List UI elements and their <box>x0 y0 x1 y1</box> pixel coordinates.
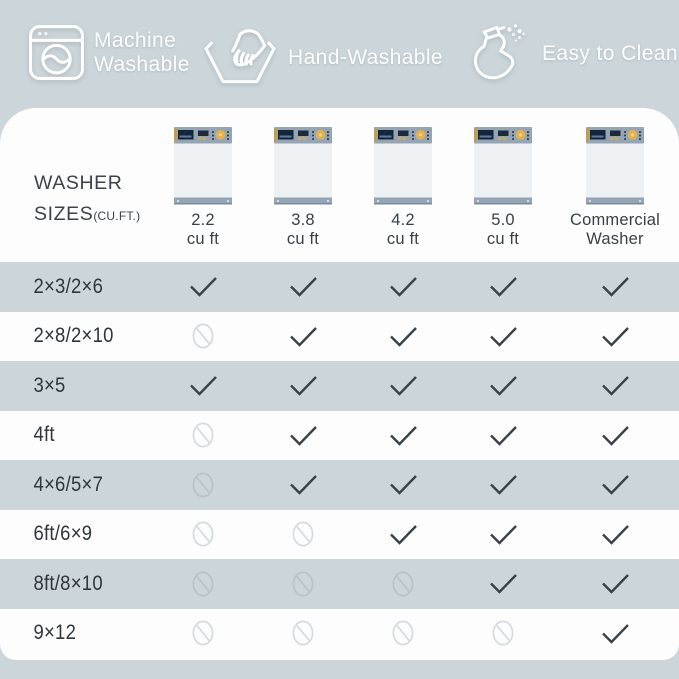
check-mark-icon <box>353 523 453 546</box>
table-row <box>0 559 679 609</box>
top-load-washer-illustration <box>172 126 234 206</box>
column-caption: 5.0 cu ft <box>486 211 520 248</box>
not-suitable-icon <box>153 620 253 646</box>
not-suitable-icon <box>253 521 353 547</box>
feature-easy-to-clean <box>472 22 678 86</box>
table-corner-label <box>34 168 140 230</box>
spray-bottle-icon <box>472 22 528 86</box>
rug-size-label: 4ft <box>33 423 55 447</box>
column-header-3.8-cu-ft <box>253 126 353 249</box>
rug-size-label: 9×12 <box>33 621 77 645</box>
check-mark-icon <box>453 424 553 447</box>
front-load-washer-illustration <box>584 126 646 206</box>
rug-size-label: 2×8/2×10 <box>33 324 114 348</box>
not-suitable-icon <box>153 521 253 547</box>
check-mark-icon <box>453 325 553 348</box>
check-mark-icon <box>553 325 677 348</box>
corner-line1: WASHER <box>34 172 123 194</box>
check-mark-icon <box>553 374 677 397</box>
check-mark-icon <box>153 275 253 298</box>
check-mark-icon <box>453 572 553 595</box>
check-mark-icon <box>553 572 677 595</box>
top-load-washer-illustration <box>272 126 334 206</box>
rug-size-label: 8ft/8×10 <box>33 571 103 595</box>
not-suitable-icon <box>353 620 453 646</box>
not-suitable-icon <box>453 620 553 646</box>
not-suitable-icon <box>353 571 453 597</box>
table-row <box>0 609 679 659</box>
check-mark-icon <box>153 374 253 397</box>
table-row <box>0 411 679 461</box>
check-mark-icon <box>253 275 353 298</box>
feature-label-machine-washable: Machine Washable <box>94 29 190 76</box>
check-mark-icon <box>453 473 553 496</box>
feature-label-hand-washable: Hand-Washable <box>288 46 443 70</box>
front-load-washer-illustration <box>472 126 534 206</box>
table-row <box>0 262 679 312</box>
not-suitable-icon <box>153 571 253 597</box>
check-mark-icon <box>553 523 677 546</box>
column-header-2.2-cu-ft <box>153 126 253 249</box>
table-row <box>0 312 679 362</box>
rug-size-label: 6ft/6×9 <box>33 522 93 546</box>
front-load-washer-illustration <box>372 126 434 206</box>
column-header-4.2-cu-ft <box>353 126 453 249</box>
check-mark-icon <box>353 374 453 397</box>
check-mark-icon <box>253 424 353 447</box>
feature-hand-washable <box>202 27 443 89</box>
check-mark-icon <box>353 325 453 348</box>
hand-wash-icon <box>202 27 278 89</box>
check-mark-icon <box>353 473 453 496</box>
rug-size-label: 4×6/5×7 <box>33 472 104 496</box>
check-mark-icon <box>353 424 453 447</box>
feature-label-easy-to-clean: Easy to Clean <box>542 42 678 66</box>
washing-machine-icon <box>28 24 85 81</box>
not-suitable-icon <box>253 620 353 646</box>
column-caption: 4.2 cu ft <box>386 211 420 248</box>
rug-size-label: 2×3/2×6 <box>33 274 104 298</box>
column-caption: Commercial Washer <box>569 211 660 248</box>
check-mark-icon <box>553 275 677 298</box>
table-rows <box>0 262 679 658</box>
check-mark-icon <box>453 374 553 397</box>
check-mark-icon <box>553 473 677 496</box>
check-mark-icon <box>253 325 353 348</box>
not-suitable-icon <box>153 323 253 349</box>
not-suitable-icon <box>253 571 353 597</box>
check-mark-icon <box>553 424 677 447</box>
feature-machine-washable <box>28 24 190 81</box>
not-suitable-icon <box>153 472 253 498</box>
check-mark-icon <box>253 374 353 397</box>
column-header-5.0-cu-ft <box>453 126 553 249</box>
column-headers <box>153 126 677 249</box>
table-row <box>0 510 679 560</box>
column-caption: 3.8 cu ft <box>286 211 320 248</box>
table-row <box>0 460 679 510</box>
check-mark-icon <box>253 473 353 496</box>
check-mark-icon <box>553 622 677 645</box>
column-caption: 2.2 cu ft <box>186 211 220 248</box>
table-row <box>0 361 679 411</box>
not-suitable-icon <box>153 422 253 448</box>
check-mark-icon <box>353 275 453 298</box>
compatibility-table-card <box>0 108 679 660</box>
corner-line2: SIZES(CU.FT.) <box>34 203 141 226</box>
column-header-commercial-washer <box>553 126 677 249</box>
rug-size-label: 3×5 <box>33 373 66 397</box>
check-mark-icon <box>453 275 553 298</box>
check-mark-icon <box>453 523 553 546</box>
